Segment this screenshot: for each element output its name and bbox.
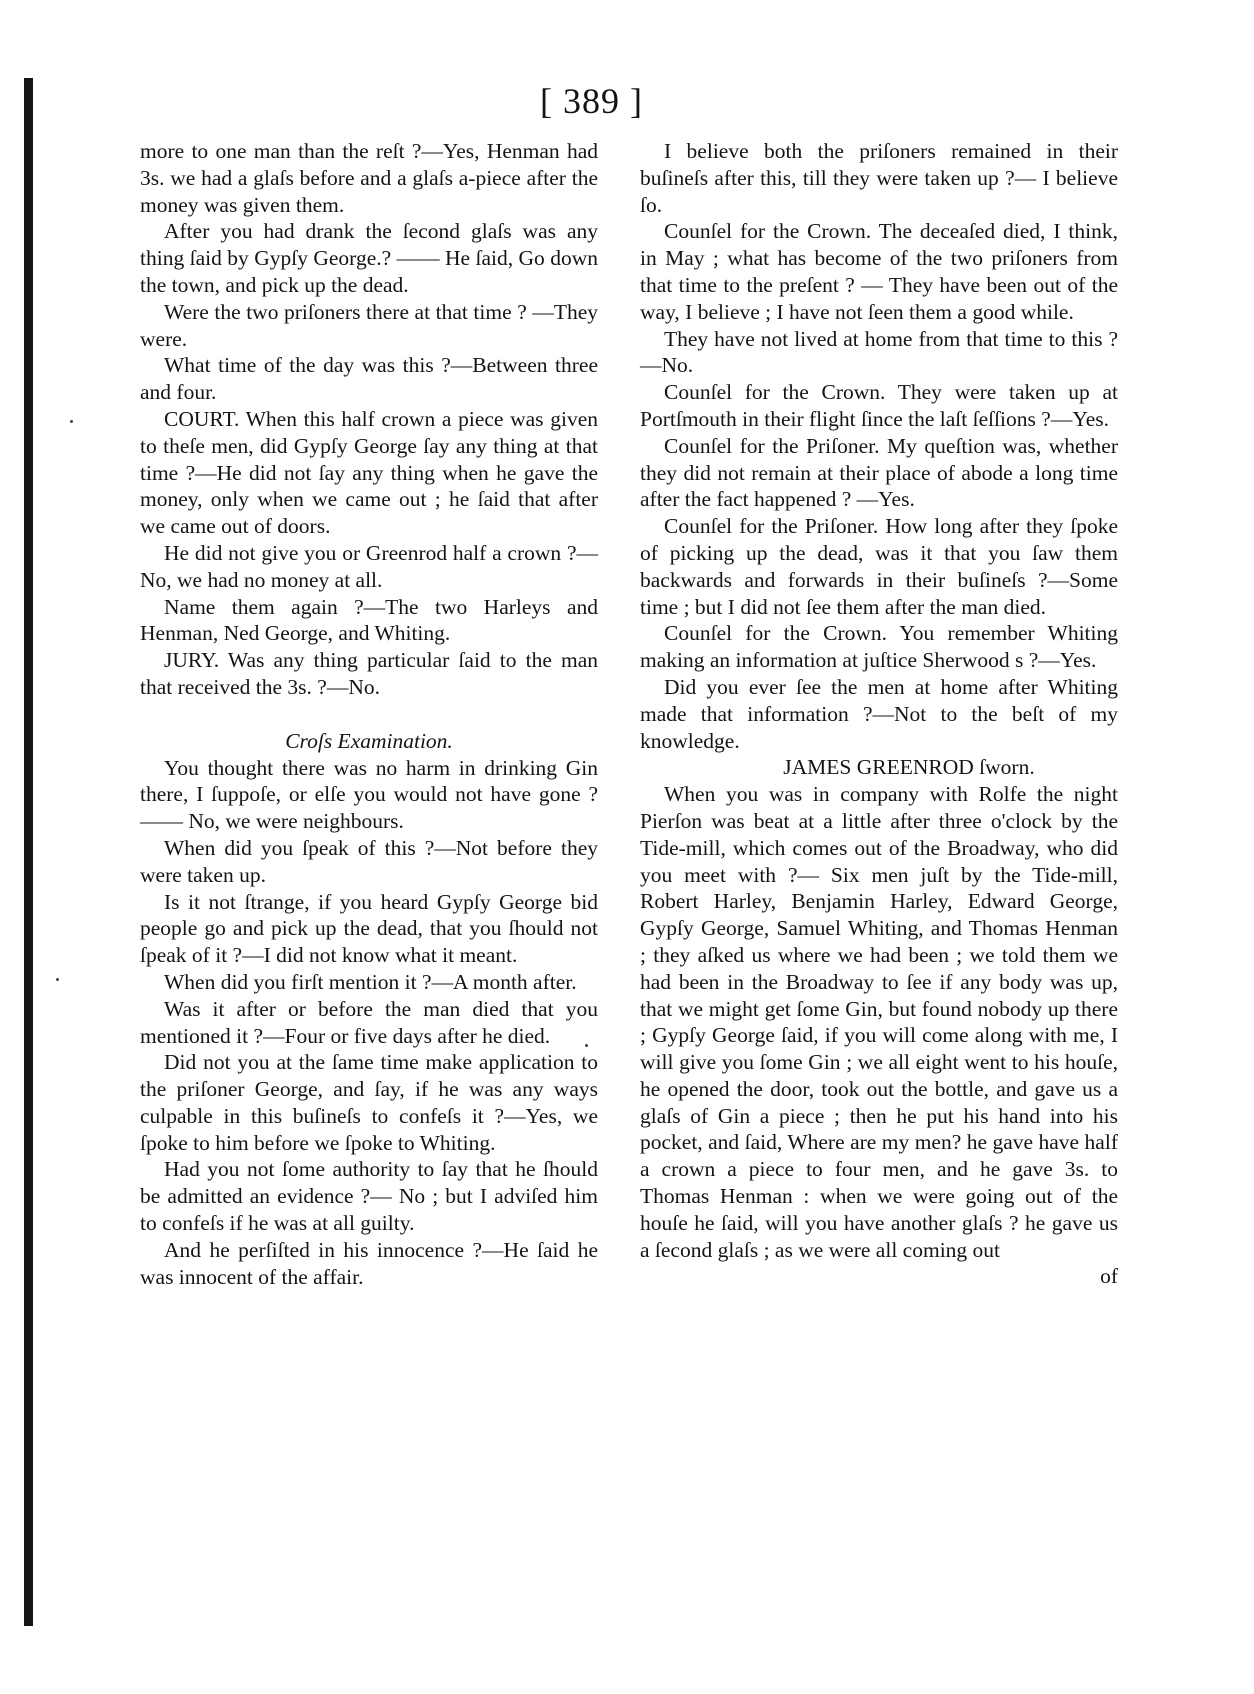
paragraph: You thought there was no harm in drinking Gin there, I ſuppoſe, or elſe you would not have gone ? —— No, we were neighbours. (140, 755, 598, 834)
witness-heading: JAMES GREENROD ſworn. (783, 755, 1035, 780)
paragraph: Was it after or before the man died that you mentioned it ?—Four or five days after he died. (140, 996, 598, 1048)
section-heading: Croſs Examination. (285, 728, 453, 753)
paragraph: Had you not ſome authority to ſay that he ſhould be admitted an evidence ?— No ; but I adviſed him to confeſs if he was at all guilty. (140, 1157, 598, 1236)
paragraph: Did you ever ſee the men at home after Whiting made that information ?—Not to the beſt of my knowledge. (640, 674, 1118, 753)
catchword: of (1100, 1264, 1118, 1289)
paragraph: Counſel for the Priſoner. How long after they ſpoke of picking up the dead, was it that you ſaw them backwards and forwards in their buſineſs ?—Some time ; but I did not ſee them after the man died. (640, 514, 1118, 619)
paragraph: What time of the day was this ?—Between three and four. (140, 353, 598, 405)
paragraph: COURT. When this half crown a piece was given to theſe men, did Gypſy George ſay any thing at that time ?—He did not ſay any thing when he gave the money, only when we came out ; he ſaid that after we came out of doors. (140, 406, 598, 539)
page-number: [ 389 ] (540, 81, 643, 121)
paragraph: Is it not ſtrange, if you heard Gypſy George bid people go and pick up the dead, that you ſhould not ſpeak of it ?—I did not know what it meant. (140, 889, 598, 968)
paragraph: Counſel for the Priſoner. My queſtion was, whether they did not remain at their place of abode a long time after the fact happened ? —Yes. (640, 433, 1118, 512)
paragraph: Counſel for the Crown. The deceaſed died, I think, in May ; what has become of the two priſoners from that time to the preſent ? — They have been out of the way, I believe ; I have not ſeen them a good while. (640, 219, 1118, 324)
paragraph: Counſel for the Crown. They were taken up at Portſmouth in their flight ſince the laſt ſeſſions ?—Yes. (640, 380, 1118, 431)
paragraph: more to one man than the reſt ?—Yes, Henman had 3s. we had a glaſs before and a glaſs a-piece after the money was given them. (140, 139, 598, 217)
paragraph: They have not lived at home from that time to this ?—No. (640, 326, 1118, 378)
paragraph-spacer (140, 701, 598, 728)
left-column (140, 138, 598, 1290)
paragraph: Did not you at the ſame time make application to the priſoner George, and ſay, if he was any ways culpable in this buſineſs to confeſs it ?—Yes, we ſpoke to him before we ſpoke to Whiting. (140, 1050, 598, 1155)
ink-speck (70, 420, 73, 423)
paragraph: When you was in company with Rolfe the night Pierſon was beat at a little after three o'clock by the Tide-mill, which comes out of the Broadway, who did you meet with ?— Six men juſt by the Tide-mill, Robert Harley, Benjamin Harley, Edward George, Gypſy George, Samuel Whiting, and Thomas Henman ; they aſked us where we had been ; we told them we had been in the Broadway to ſee if any body was up, that we might get ſome Gin, but found nobody up there ; Gypſy George ſaid, if you will come along with me, I will give you ſome Gin ; we all eight went to his houſe, he opened the door, took out the bottle, and gave us a glaſs of Gin a piece ; then he put his hand into his pocket, and ſaid, Where are my men? he gave have half a crown a piece to four men, and he gave 3s. to Thomas Henman : when we were going out of the houſe he ſaid, will you have another glaſs ? he gave us a ſecond glaſs ; as we were all coming out (640, 782, 1118, 1262)
paragraph: After you had drank the ſecond glaſs was any thing ſaid by Gypſy George.? —— He ſaid, Go down the town, and pick up the dead. (140, 219, 598, 297)
ink-speck (56, 978, 59, 981)
paragraph: When did you ſpeak of this ?—Not before they were taken up. (140, 835, 598, 887)
page-binding-edge (24, 78, 33, 1626)
paragraph: When did you firſt mention it ?—A month after. (164, 969, 577, 994)
paragraph: Counſel for the Crown. You remember Whiting making an information at juſtice Sherwood s ?—Yes. (640, 621, 1118, 673)
paragraph: And he perſiſted in his innocence ?—He ſaid he was innocent of the affair. (140, 1237, 598, 1289)
paragraph: Were the two priſoners there at that time ? —They were. (140, 299, 598, 351)
paragraph: I believe both the priſoners remained in their buſineſs after this, till they were taken up ?— I believe ſo. (640, 139, 1118, 217)
paragraph: JURY. Was any thing particular ſaid to the man that received the 3s. ?—No. (140, 648, 598, 699)
paragraph: He did not give you or Greenrod half a crown ?—No, we had no money at all. (140, 540, 598, 592)
paragraph: Name them again ?—The two Harleys and Henman, Ned George, and Whiting. (140, 594, 598, 646)
right-column (640, 138, 1118, 1290)
